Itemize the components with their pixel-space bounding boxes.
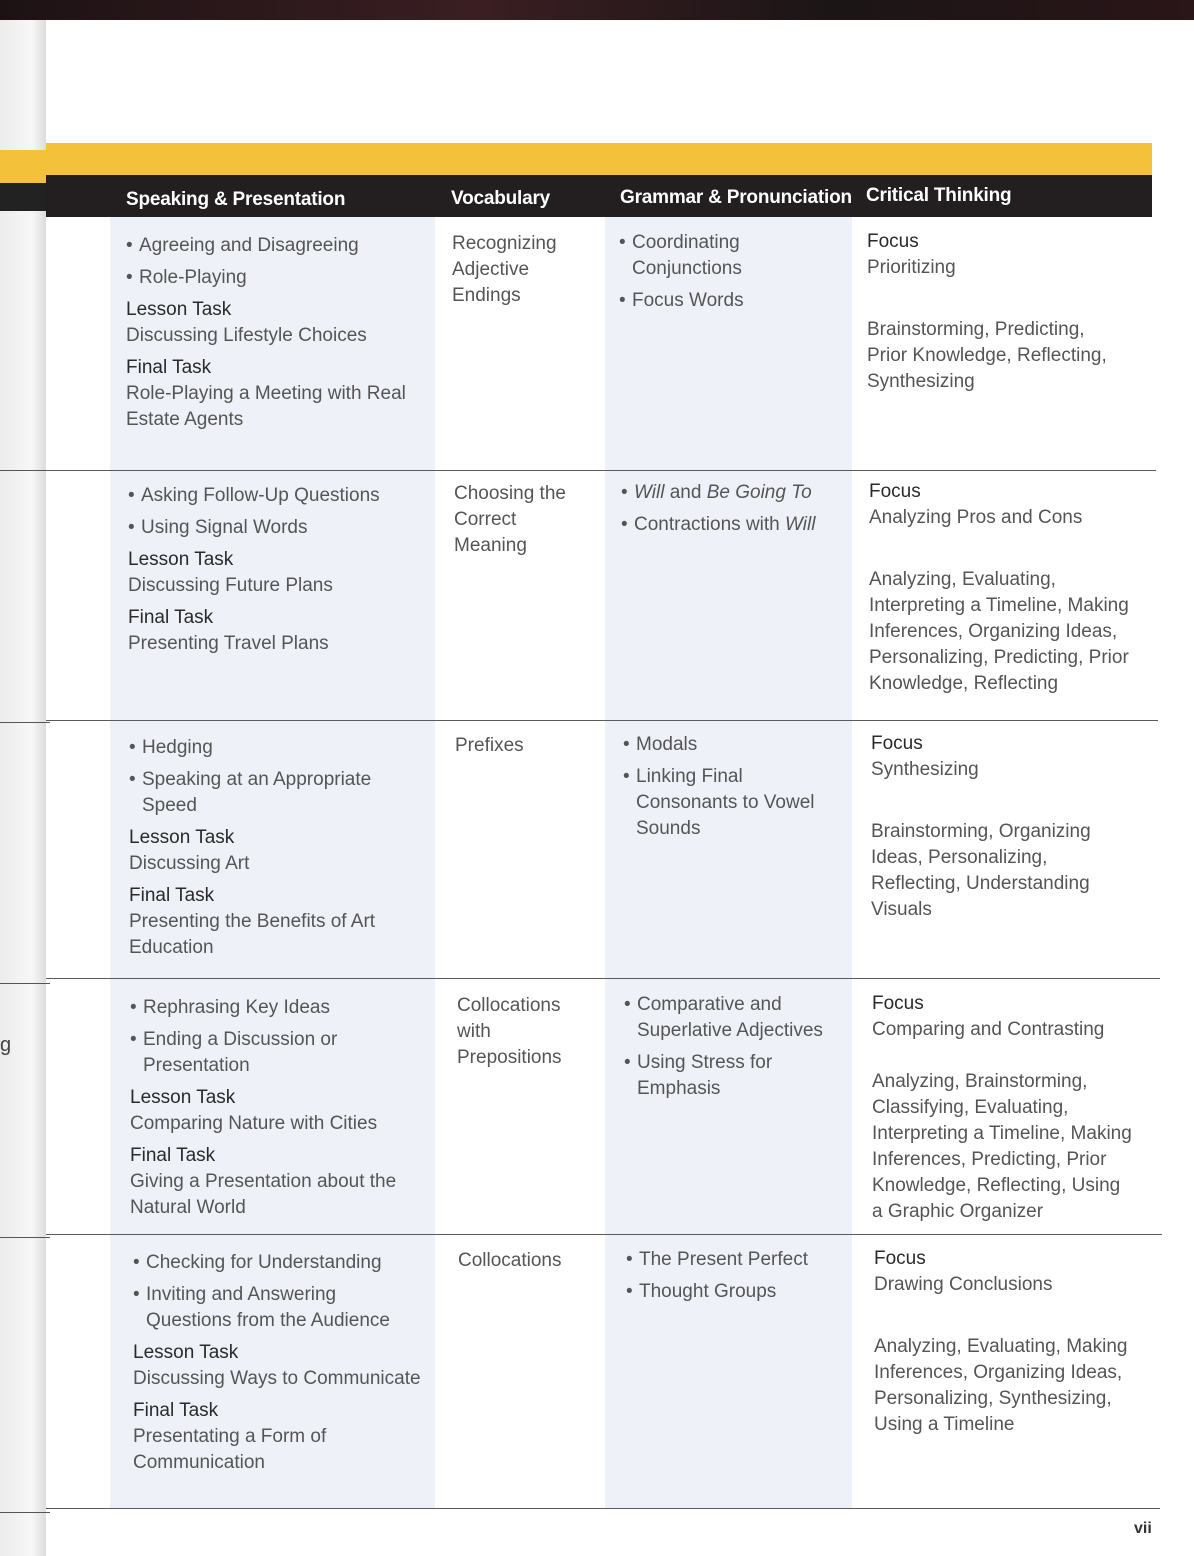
- facing-page-char: g: [0, 1034, 12, 1056]
- row5-speaking: [133, 1250, 423, 1482]
- skills-text: Analyzing, Evaluating, Interpreting a Timeline, Making Inferences, Organizing Ideas, Personalizing, Predicting, Prior Knowledge, Reflecting: [869, 569, 1129, 694]
- lesson-task-label: Lesson Task: [128, 549, 234, 570]
- lesson-task-label: Lesson Task: [129, 827, 235, 848]
- lesson-task-text: Discussing Ways to Communicate: [133, 1368, 421, 1389]
- row-divider: [46, 470, 1156, 471]
- grammar-column-shade: [605, 217, 852, 1509]
- gutter-rule: [0, 1237, 50, 1238]
- list-item: • Linking Final Consonants to Vowel Sounds: [623, 764, 823, 842]
- table-header: [46, 175, 1152, 217]
- page-number: vii: [1134, 1520, 1152, 1537]
- skills-text: Brainstorming, Predicting, Prior Knowledge, Reflecting, Synthesizing: [867, 319, 1107, 392]
- lesson-task-label: Lesson Task: [126, 299, 232, 320]
- final-task-text: Presenting Travel Plans: [128, 633, 329, 654]
- row2-vocabulary: Choosing the Correct Meaning: [454, 483, 566, 556]
- scan-top-edge: [0, 0, 1194, 20]
- list-item: • Modals: [623, 732, 823, 758]
- final-task-text: Presentating a Form of Communication: [133, 1426, 327, 1473]
- list-item: • Coordinating Conjunctions: [619, 230, 819, 282]
- row-divider: [46, 978, 1160, 979]
- focus-label: Focus: [874, 1248, 926, 1269]
- be-going-to-text: Be Going To: [706, 482, 812, 503]
- focus-text: Prioritizing: [867, 257, 956, 278]
- lesson-task-text: Discussing Future Plans: [128, 575, 333, 596]
- gutter-header-bar: [0, 183, 46, 211]
- row-divider: [46, 720, 1158, 721]
- book-gutter: [0, 20, 46, 1556]
- row3-speaking: [129, 735, 429, 967]
- skills-text: Brainstorming, Organizing Ideas, Personalizing, Reflecting, Understanding Visuals: [871, 821, 1091, 920]
- row1-vocabulary: Recognizing Adjective Endings: [452, 233, 557, 306]
- lesson-task-label: Lesson Task: [130, 1087, 236, 1108]
- row1-speaking: [126, 233, 426, 439]
- list-item: • Inviting and Answering Questions from the Audience: [133, 1282, 423, 1334]
- list-item: • Focus Words: [619, 288, 819, 314]
- header-vocabulary: Vocabulary: [451, 188, 551, 209]
- focus-text: Drawing Conclusions: [874, 1274, 1053, 1295]
- final-task-label: Final Task: [126, 357, 212, 378]
- list-item: [621, 480, 836, 506]
- list-item: • Comparative and Superlative Adjectives: [624, 992, 834, 1044]
- focus-text: Analyzing Pros and Cons: [869, 507, 1083, 528]
- final-task-text: Presenting the Benefits of Art Education: [129, 911, 376, 958]
- focus-label: Focus: [872, 993, 924, 1014]
- list-item: • Using Stress for Emphasis: [624, 1050, 834, 1102]
- list-item: • Hedging: [129, 735, 429, 761]
- lesson-task-label: Lesson Task: [133, 1342, 239, 1363]
- row-divider: [46, 1508, 1160, 1509]
- final-task-label: Final Task: [133, 1400, 219, 1421]
- focus-label: Focus: [867, 231, 919, 252]
- gutter-rule: [0, 1512, 50, 1513]
- skills-text: Analyzing, Brainstorming, Classifying, Evaluating, Interpreting a Timeline, Making Inferences, Predicting, Prior Knowledge, Reflecting, Using a Graphic Organizer: [872, 1071, 1132, 1222]
- gutter-rule: [0, 983, 50, 984]
- row2-speaking: [128, 483, 428, 663]
- row4-critical-thinking: [872, 991, 1132, 1225]
- list-item: • Checking for Understanding: [133, 1250, 423, 1276]
- row-divider: [46, 1234, 1162, 1235]
- list-item: • Agreeing and Disagreeing: [126, 233, 426, 259]
- focus-text: Synthesizing: [871, 759, 979, 780]
- gutter-yellow-band: [0, 150, 46, 183]
- list-item: • Role-Playing: [126, 265, 426, 291]
- row3-vocabulary: Prefixes: [455, 735, 524, 756]
- list-item: • Thought Groups: [626, 1279, 836, 1305]
- final-task-label: Final Task: [130, 1145, 216, 1166]
- lesson-task-text: Discussing Lifestyle Choices: [126, 325, 367, 346]
- row5-grammar: [626, 1247, 836, 1311]
- row5-vocabulary: Collocations: [458, 1250, 562, 1271]
- row3-critical-thinking: [871, 731, 1136, 923]
- focus-label: Focus: [871, 733, 923, 754]
- row1-critical-thinking: [867, 229, 1127, 395]
- and-text: and: [664, 482, 707, 503]
- row4-vocabulary: Collocations with Prepositions: [457, 995, 562, 1068]
- list-item: • Using Signal Words: [128, 515, 428, 541]
- final-task-text: Giving a Presentation about the Natural World: [130, 1171, 397, 1218]
- row1-grammar: [619, 230, 819, 320]
- list-item: [621, 512, 836, 538]
- list-item: • Rephrasing Key Ideas: [130, 995, 410, 1021]
- gutter-rule: [0, 722, 50, 723]
- contractions-text: Contractions with: [634, 514, 786, 535]
- row2-grammar: [621, 480, 836, 544]
- will-text: Will: [785, 514, 816, 535]
- list-item: • Speaking at an Appropriate Speed: [129, 767, 429, 819]
- header-speaking: Speaking & Presentation: [126, 189, 346, 210]
- row2-critical-thinking: [869, 479, 1134, 697]
- gutter-rule: [0, 470, 50, 471]
- list-item: • Asking Follow-Up Questions: [128, 483, 428, 509]
- final-task-text: Role-Playing a Meeting with Real Estate Agents: [126, 383, 406, 430]
- list-item: • Ending a Discussion or Presentation: [130, 1027, 410, 1079]
- focus-text: Comparing and Contrasting: [872, 1019, 1105, 1040]
- header-critical-thinking: Critical Thinking: [866, 185, 1012, 206]
- list-item: • The Present Perfect: [626, 1247, 836, 1273]
- final-task-label: Final Task: [129, 885, 215, 906]
- focus-label: Focus: [869, 481, 921, 502]
- skills-text: Analyzing, Evaluating, Making Inferences, Organizing Ideas, Personalizing, Synthesizing, Using a Timeline: [874, 1336, 1128, 1435]
- header-accent-band: [46, 143, 1152, 178]
- row5-critical-thinking: [874, 1246, 1144, 1438]
- row4-speaking: [130, 995, 410, 1227]
- lesson-task-text: Discussing Art: [129, 853, 250, 874]
- row4-grammar: [624, 992, 834, 1108]
- final-task-label: Final Task: [128, 607, 214, 628]
- header-grammar: Grammar & Pronunciation: [620, 187, 852, 208]
- lesson-task-text: Comparing Nature with Cities: [130, 1113, 378, 1134]
- will-text: Will: [634, 482, 665, 503]
- row3-grammar: [623, 732, 823, 848]
